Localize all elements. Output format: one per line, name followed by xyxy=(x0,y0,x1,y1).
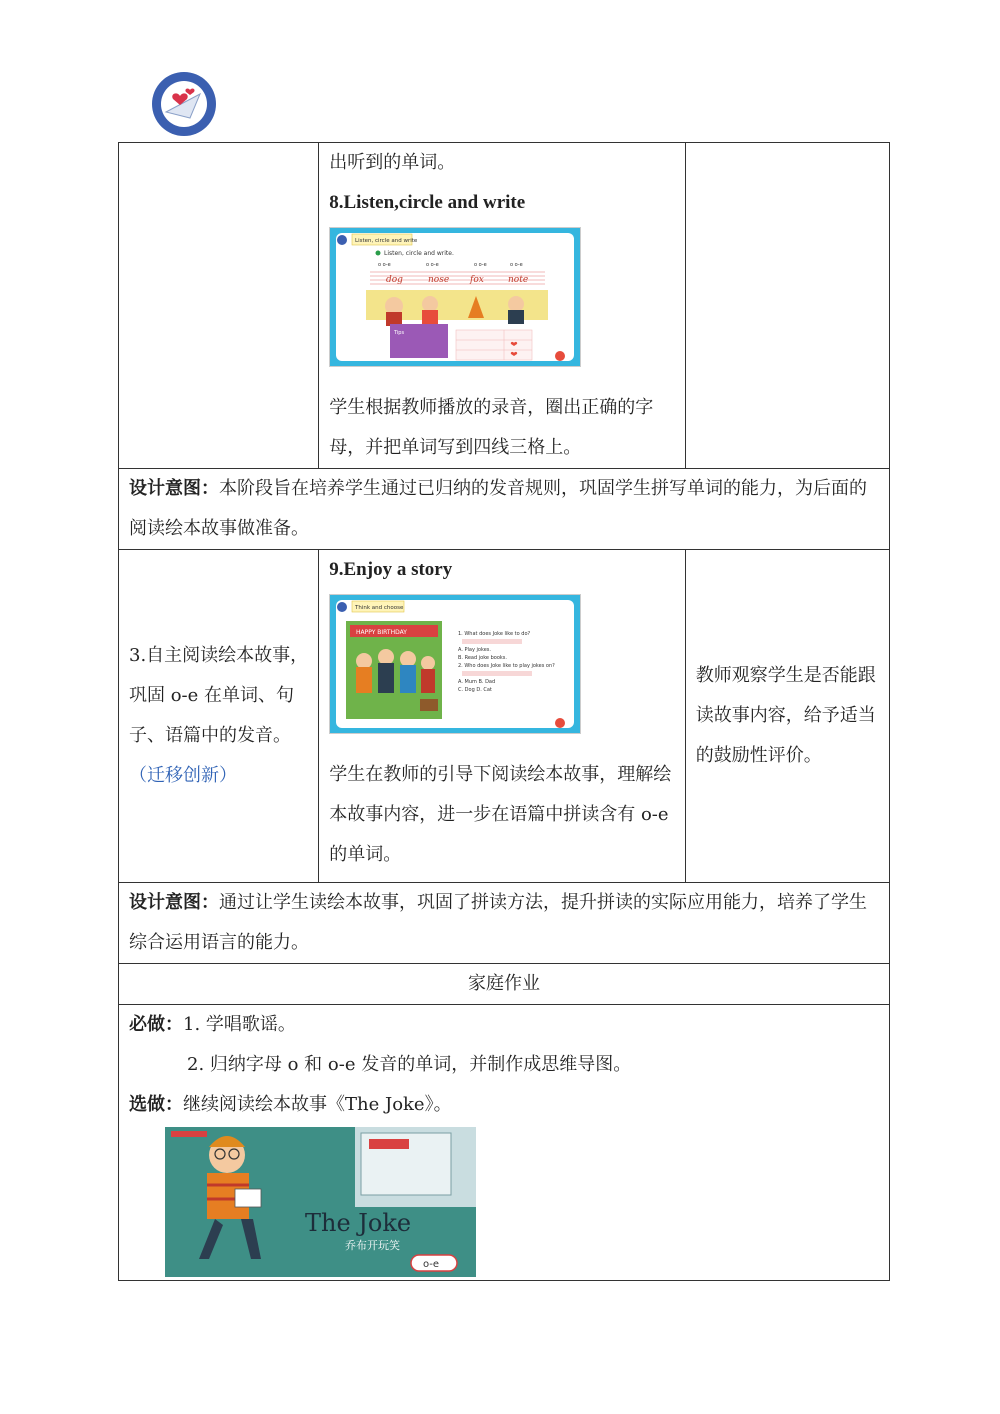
row1-right-cell xyxy=(685,143,889,469)
required-item-1: 1. 学唱歌谣。 xyxy=(183,1014,296,1035)
design-intent-2 xyxy=(119,883,890,964)
optional-text: 继续阅读绘本故事《The Joke》。 xyxy=(183,1094,452,1115)
book-cover-image xyxy=(165,1127,476,1277)
row1-description: 学生根据教师播放的录音，圈出正确的字母，并把单词写到四线三格上。 xyxy=(329,397,654,458)
design-intent-label: 设计意图： xyxy=(129,892,219,913)
svg-text:o o-e: o o-e xyxy=(510,262,523,268)
row1-middle-cell xyxy=(319,143,685,469)
row2-right-cell xyxy=(685,550,889,883)
svg-text:note: note xyxy=(508,275,529,285)
homework-title: 家庭作业 xyxy=(119,964,890,1005)
svg-text:Think and choose: Think and choose xyxy=(355,605,404,611)
svg-text:nose: nose xyxy=(428,275,450,285)
svg-text:Listen, circle and write.: Listen, circle and write. xyxy=(384,250,455,257)
listen-circle-write-slide xyxy=(329,227,581,367)
svg-text:o-e: o-e xyxy=(423,1259,440,1270)
enjoy-story-slide xyxy=(329,594,581,734)
svg-text:2. Who does Joke like to play: 2. Who does Joke like to play jokes on? xyxy=(458,663,556,669)
svg-text:o o-e: o o-e xyxy=(474,262,487,268)
svg-text:o o-e: o o-e xyxy=(378,262,391,268)
svg-text:Tips: Tips xyxy=(394,330,405,336)
svg-text:fox: fox xyxy=(470,275,485,285)
required-item-2: 2. 归纳字母 o 和 o-e 发音的单词，并制作成思维导图。 xyxy=(187,1054,632,1075)
activity-heading-8: 8.Listen,circle and write xyxy=(329,192,526,213)
row2-left-cell xyxy=(119,550,319,883)
design-intent-1 xyxy=(119,469,890,550)
row2-middle-cell xyxy=(319,550,685,883)
svg-text:o o-e: o o-e xyxy=(426,262,439,268)
lesson-plan-table xyxy=(118,142,890,1281)
row2-description: 学生在教师的引导下阅读绘本故事，理解绘本故事内容，进一步在语篇中拼读含有 o-e 的单词。 xyxy=(329,764,672,865)
row1-left-cell xyxy=(119,143,319,469)
row2-left-text: 3.自主阅读绘本故事，巩固 o-e 在单词、句子、语篇中的发音。 xyxy=(129,645,309,746)
svg-text:B. Read joke books.: B. Read joke books. xyxy=(458,655,508,661)
svg-text:Listen, circle and write: Listen, circle and write xyxy=(355,238,418,244)
school-logo-icon xyxy=(150,70,218,138)
design-intent-text: 通过让学生读绘本故事，巩固了拼读方法，提升拼读的实际应用能力，培养了学生综合运用语言的能力。 xyxy=(129,892,867,953)
svg-text:The Joke: The Joke xyxy=(305,1209,412,1237)
svg-text:1. What does Joke like to do?: 1. What does Joke like to do? xyxy=(458,631,531,637)
row2-left-blue-text: （迁移创新） xyxy=(129,765,237,786)
row2-right-text: 教师观察学生是否能跟读故事内容，给予适当的鼓励性评价。 xyxy=(695,665,876,766)
required-label: 必做： xyxy=(129,1014,183,1035)
row1-text-top: 出听到的单词。 xyxy=(329,152,456,173)
design-intent-text: 本阶段旨在培养学生通过已归纳的发音规则，巩固学生拼写单词的能力，为后面的阅读绘本故事做准备。 xyxy=(129,478,867,539)
svg-text:A. Play jokes.: A. Play jokes. xyxy=(458,647,492,653)
homework-content xyxy=(119,1005,890,1281)
svg-text:A. Mum B. Dad: A. Mum B. Dad xyxy=(458,679,496,685)
optional-label: 选做： xyxy=(129,1094,183,1115)
svg-text:乔布开玩笑: 乔布开玩笑 xyxy=(345,1239,400,1252)
activity-heading-9: 9.Enjoy a story xyxy=(329,559,453,580)
svg-text:C. Dog D. Cat: C. Dog D. Cat xyxy=(458,687,493,693)
design-intent-label: 设计意图： xyxy=(129,478,219,499)
svg-text:dog: dog xyxy=(386,275,404,285)
svg-text:HAPPY BIRTHDAY: HAPPY BIRTHDAY xyxy=(356,629,408,636)
